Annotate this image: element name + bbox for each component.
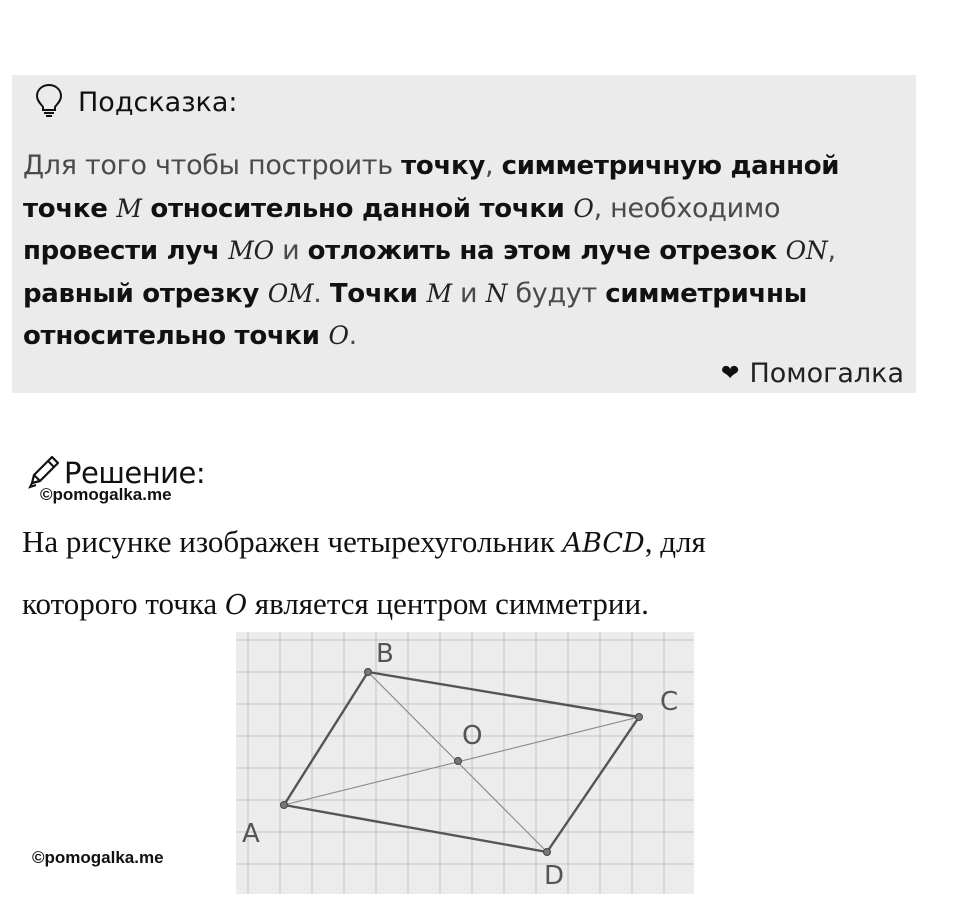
label-a: A bbox=[242, 819, 260, 849]
solution-line-2: которого точка O является центром симметрии. bbox=[22, 586, 649, 621]
credit-label: Помогалка bbox=[749, 358, 904, 389]
point-b bbox=[365, 669, 372, 676]
point-c bbox=[636, 714, 643, 721]
point-a bbox=[281, 802, 288, 809]
hint-segment: . bbox=[348, 320, 357, 351]
hint-segment: равный отрезку bbox=[23, 278, 268, 309]
hint-segment: OM bbox=[267, 278, 314, 308]
hint-segment: отложить на этом луче отрезок bbox=[307, 236, 786, 266]
hint-segment: относительно данной точки bbox=[141, 193, 574, 224]
hint-segment: MO bbox=[228, 236, 274, 265]
hint-segment: . bbox=[313, 277, 330, 309]
point-d bbox=[544, 849, 551, 856]
hint-line-4 bbox=[23, 273, 903, 316]
point-o bbox=[455, 758, 462, 765]
hint-segment: M bbox=[426, 278, 452, 308]
hint-segment: провести луч bbox=[23, 236, 229, 266]
hint-segment: , bbox=[485, 150, 502, 181]
hint-text bbox=[23, 145, 903, 358]
parallelogram-figure bbox=[236, 632, 694, 894]
hint-segment: Точки bbox=[329, 278, 427, 309]
hint-title: Подсказка: bbox=[78, 86, 238, 118]
heart-icon: ❤ bbox=[721, 361, 740, 386]
hint-segment: симметричную данной bbox=[501, 151, 840, 181]
side-ab bbox=[284, 672, 368, 805]
hint-segment: N bbox=[485, 278, 508, 308]
hint-segment: ON bbox=[785, 236, 828, 265]
solution-text bbox=[22, 512, 922, 636]
label-d: D bbox=[544, 861, 565, 891]
lightbulb-icon bbox=[34, 83, 64, 122]
hint-segment: точку bbox=[401, 151, 486, 181]
hint-segment: M bbox=[116, 193, 142, 223]
credit bbox=[721, 358, 904, 389]
hint-line-2 bbox=[23, 188, 903, 231]
hint-segment: Для того чтобы построить bbox=[23, 150, 402, 181]
hint-segment: и bbox=[451, 277, 486, 309]
figure-drawing bbox=[236, 632, 694, 894]
hint-segment: , bbox=[827, 235, 836, 266]
hint-segment: симметричны bbox=[605, 278, 807, 309]
hint-segment: точке bbox=[23, 193, 117, 224]
figure-watermark: ©pomogalka.me bbox=[32, 848, 164, 867]
label-c: C bbox=[660, 687, 679, 717]
hint-line-3 bbox=[23, 230, 903, 273]
hint-segment: будут bbox=[507, 277, 606, 309]
label-o: O bbox=[462, 721, 483, 751]
grid-paper bbox=[236, 632, 694, 894]
hint-line-5 bbox=[23, 315, 903, 358]
hint-segment: O bbox=[573, 193, 594, 223]
hint-box bbox=[12, 75, 916, 393]
hint-segment: , необходимо bbox=[593, 192, 781, 224]
solution-line-1: На рисунке изображен четырехугольник ABCD, для bbox=[22, 524, 706, 559]
hint-segment: O bbox=[328, 321, 349, 350]
watermark: ©pomogalka.me bbox=[40, 485, 172, 504]
label-b: B bbox=[376, 639, 394, 669]
hint-header bbox=[34, 85, 238, 119]
solution-title: Решение: bbox=[64, 456, 206, 490]
hint-segment: и bbox=[273, 235, 308, 266]
hint-segment: относительно точки bbox=[23, 321, 329, 351]
hint-line-1 bbox=[23, 145, 903, 188]
